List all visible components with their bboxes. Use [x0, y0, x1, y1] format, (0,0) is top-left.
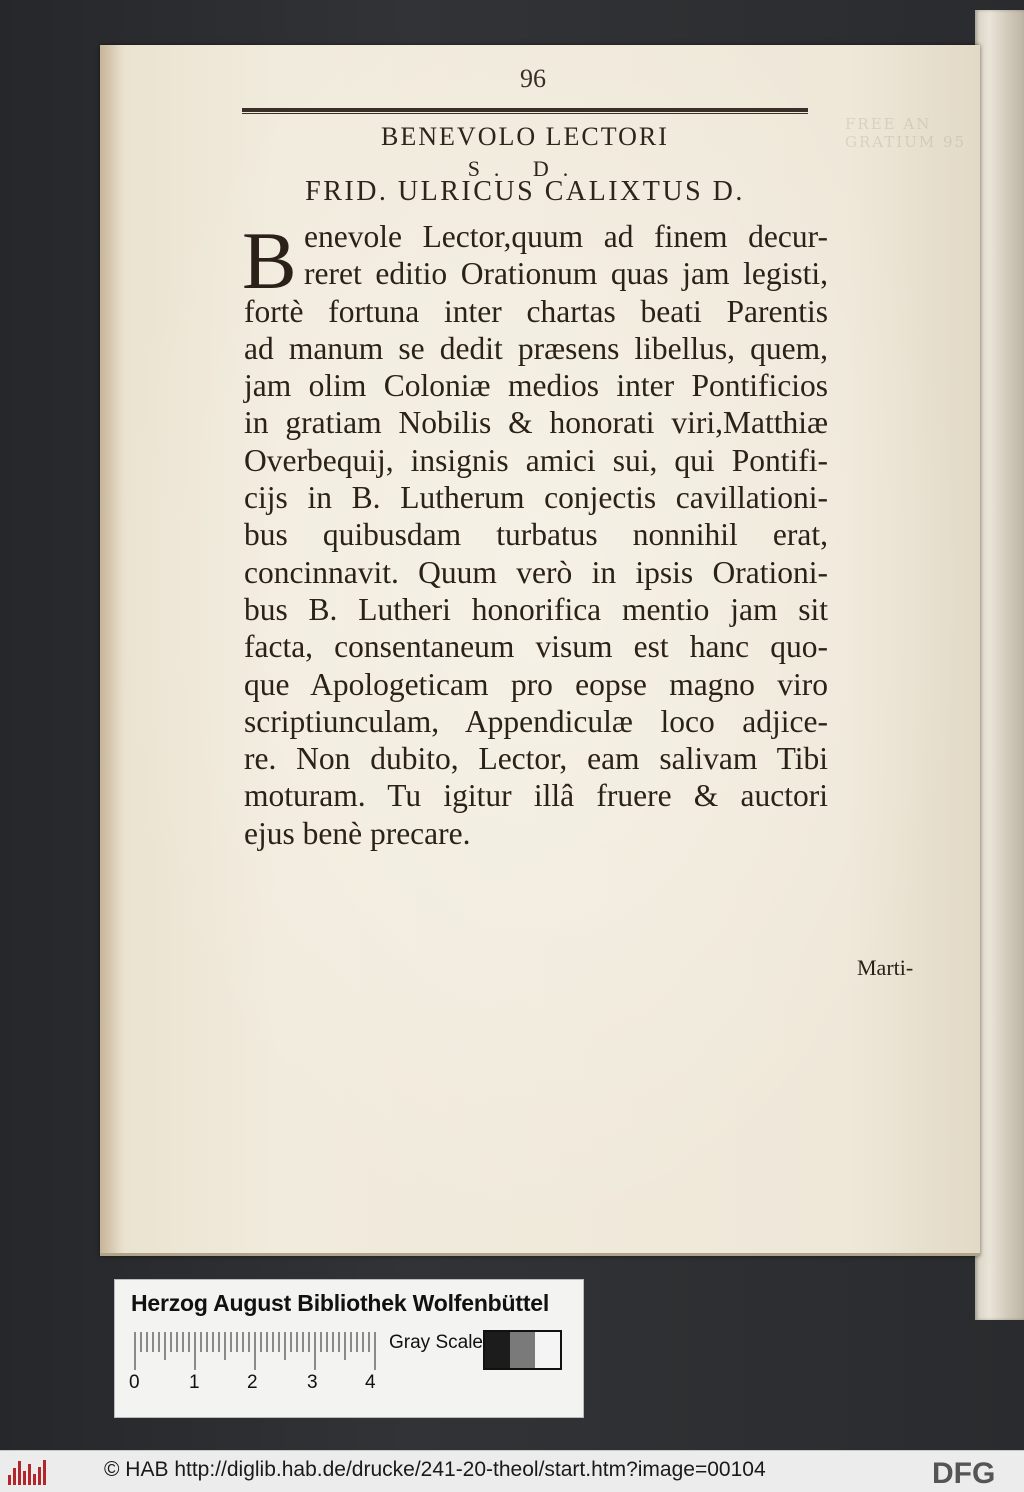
hab-logo-icon: [6, 1458, 48, 1485]
gray-swatch-light: [535, 1332, 560, 1368]
hab-logo-bar: [43, 1460, 46, 1485]
header-rule: [242, 108, 808, 112]
text-line: re. Non dubito, Lector, eam salivam Tibi: [244, 741, 828, 777]
text-line: bus B. Lutheri honorifica mentio jam sit: [244, 591, 828, 627]
catchword: Marti-: [857, 955, 914, 980]
scale-number: 4: [365, 1372, 376, 1393]
scale-number: 2: [247, 1372, 258, 1393]
bleed-through: FREE AN GRATIUM 95: [845, 115, 967, 151]
library-name: Herzog August Bibliothek Wolfenbüttel: [131, 1290, 550, 1316]
hab-logo-bar: [13, 1468, 16, 1485]
heading-line-3: FRID. ULRICUS CALIXTUS D.: [305, 176, 745, 207]
hab-logo-bar: [18, 1461, 21, 1485]
text-line: jam olim Coloniæ medios inter Pontificios: [244, 368, 828, 404]
heading-line-1: BENEVOLO LECTORI: [381, 122, 669, 151]
scale-number: 3: [307, 1372, 318, 1393]
gray-scale-swatches: [483, 1330, 562, 1370]
text-line: bus quibusdam turbatus nonnihil erat,: [244, 517, 828, 553]
text-line: moturam. Tu igitur illâ fruere & auctori: [244, 778, 828, 814]
drop-cap: B: [242, 215, 297, 306]
body-text: [242, 215, 828, 852]
heading-line-2: S. D.: [467, 156, 583, 181]
text-line: ejus benè precare.: [244, 815, 471, 851]
footer-bar: [0, 1450, 1024, 1492]
dfg-logo-icon: [930, 1457, 1018, 1487]
calibration-strip: [114, 1279, 584, 1418]
hab-logo-bar: [28, 1464, 31, 1485]
scale-number: 1: [189, 1372, 200, 1393]
gray-swatch-dark: [485, 1332, 510, 1368]
dfg-logo-text: DFG: [932, 1457, 996, 1487]
ruler-scale: [133, 1330, 385, 1370]
text-line: concinnavit. Quum verò in ipsis Orationi-: [244, 554, 828, 590]
text-line: ad manum se dedit præsens libellus, quem,: [244, 330, 828, 366]
text-line: facta, consentaneum visum est hanc quo-: [244, 629, 828, 665]
text-line: que Apologeticam pro eopse magno viro: [244, 666, 828, 702]
text-line: fortè fortuna inter chartas beati Parentis: [244, 293, 828, 329]
gray-swatch-mid: [510, 1332, 535, 1368]
text-line: in gratiam Nobilis & honorati viri,Matthiæ: [244, 405, 828, 441]
text-line: scriptiunculam, Appendiculæ loco adjice-: [244, 703, 828, 739]
hab-logo-bar: [23, 1471, 26, 1485]
footer-copyright-link[interactable]: © HAB http://diglib.hab.de/drucke/241-20-theol/start.htm?image=00104: [104, 1458, 766, 1481]
hab-logo-bar: [38, 1467, 41, 1485]
header-rule-thin: [242, 113, 808, 114]
text-line: Overbequij, insignis amici sui, qui Pontifi-: [244, 442, 828, 478]
facing-page-edge: [975, 10, 1024, 1320]
text-line: cijs in B. Lutherum conjectis cavillationi-: [244, 480, 828, 516]
gutter-shadow: [100, 45, 122, 1253]
text-line: enevole Lector,quum ad finem decur-: [304, 219, 828, 254]
hab-logo-bar: [33, 1474, 36, 1485]
scale-number: 0: [129, 1372, 140, 1393]
hab-logo-bar: [8, 1475, 11, 1485]
page-number: 96: [520, 64, 546, 93]
text-line: reret editio Orationum quas jam legisti,: [304, 256, 828, 292]
gray-scale-label: Gray Scale: [389, 1332, 483, 1353]
